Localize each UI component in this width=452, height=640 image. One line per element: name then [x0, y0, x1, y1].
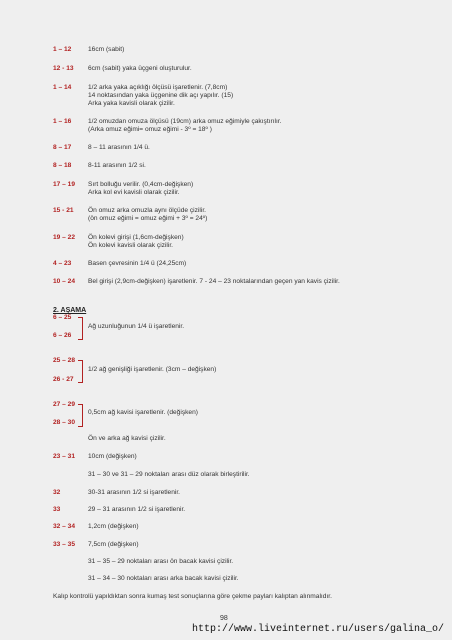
row-text: 30-31 arasının 1/2 si işaretlenir. [88, 489, 180, 496]
point-code: 15 - 21 [53, 207, 74, 214]
row-text: Ön ve arka ağ kavisi çizilir. [88, 435, 166, 442]
point-code: 32 – 34 [53, 523, 75, 530]
row-text: 31 – 35 – 29 noktaları arası ön bacak kavisi çizilir. [88, 558, 234, 565]
point-code: 27 – 29 [53, 401, 75, 408]
row-text: 1/2 ağ genişliği işaretlenir. (3cm – değişken) [88, 366, 217, 373]
row-text: 1/2 omuzdan omuza ölçüsü (19cm) arka omuz eğimiyle çakıştırılır. (Arka omuz eğimi= omuz eğimi - 3º = 18º ) [88, 118, 282, 133]
point-code: 12 - 13 [53, 65, 74, 72]
row-text: 1,2cm (değişken) [88, 523, 139, 530]
row-text: 31 – 34 – 30 noktaları arası arka bacak kavisi çizilir. [88, 575, 239, 582]
row-text: Ön omuz arka omuzla aynı ölçüde çizilir. (ön omuz eğimi = omuz eğimi + 3º = 24º) [88, 207, 208, 222]
row-text: 8 – 11 arasının 1/4 ü. [88, 144, 150, 151]
row-text: 16cm (sabit) [88, 46, 125, 53]
point-code: 32 [53, 489, 61, 496]
point-code: 26 - 27 [53, 376, 74, 383]
point-code: 6 – 26 [53, 332, 72, 339]
point-code: 1 – 12 [53, 46, 72, 53]
bracket-line [78, 317, 83, 340]
footer-note: Kalıp kontrolü yapıldıktan sonra kumaş test sonuçlarına göre çekme payları kalıptan alınmalıdır. [53, 593, 332, 600]
row-text: Bel girişi (2,9cm-değişken) işaretlenir. 7 - 24 – 23 noktalarından geçen yan kavis çizilir. [88, 278, 340, 285]
point-code: 33 – 35 [53, 541, 75, 548]
row-text: 7,5cm (değişken) [88, 541, 139, 548]
row-text: 29 – 31 arasının 1/2 si işaretlenir. [88, 506, 186, 513]
point-code: 33 [53, 506, 61, 513]
row-text: 0,5cm ağ kavisi işaretlenir. (değişken) [88, 409, 198, 416]
point-code: 8 – 17 [53, 144, 72, 151]
point-code: 17 – 19 [53, 181, 75, 188]
watermark-url: http://www.liveinternet.ru/users/galina_o/ [192, 624, 445, 635]
bracket-line [78, 360, 83, 383]
point-code: 19 – 22 [53, 234, 75, 241]
row-text: 1/2 arka yaka açıklığı ölçüsü işaretlenir. (7,8cm) 14 noktasından yaka üçgenine dik açı yapılır. (15) Arka yaka kavisli olarak çizilir. [88, 84, 234, 107]
point-code: 23 – 31 [53, 453, 75, 460]
section-title: 2. AŞAMA [53, 307, 87, 314]
point-code: 28 – 30 [53, 419, 75, 426]
point-code: 1 – 16 [53, 118, 72, 125]
row-text: Ağ uzunluğunun 1/4 ü işaretlenir. [88, 323, 185, 330]
row-text: 10cm (değişken) [88, 453, 137, 460]
page-number: 98 [220, 615, 228, 622]
row-text: 8-11 arasının 1/2 si. [88, 162, 146, 169]
row-text: Sırt bolluğu verilir. (0,4cm-değişken) Arka kol evi kavisli olarak çizilir. [88, 181, 194, 196]
point-code: 8 – 18 [53, 162, 72, 169]
row-text: Ön kolevi girişi (1,6cm-değişken) Ön kolevi kavisli olarak çizilir. [88, 234, 184, 249]
point-code: 6 – 25 [53, 314, 72, 321]
bracket-line [78, 404, 83, 427]
point-code: 1 – 14 [53, 84, 72, 91]
row-text: Basen çevresinin 1/4 ü (24,25cm) [88, 260, 187, 267]
row-text: 6cm (sabit) yaka üçgeni oluşturulur. [88, 65, 192, 72]
point-code: 4 – 23 [53, 260, 72, 267]
point-code: 25 – 28 [53, 357, 75, 364]
point-code: 10 – 24 [53, 278, 75, 285]
row-text: 31 – 30 ve 31 – 29 noktaları arası düz olarak birleştirilir. [88, 471, 250, 478]
